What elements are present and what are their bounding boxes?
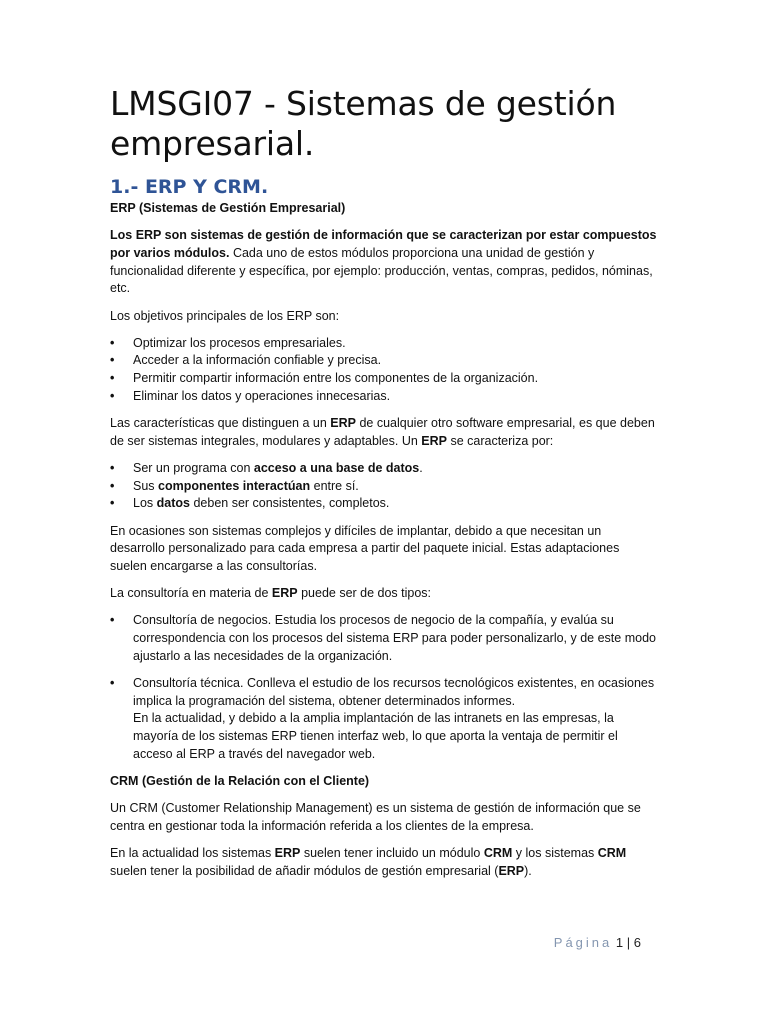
text-run: Ser un programa con (133, 460, 254, 475)
paragraph (110, 800, 658, 835)
bold-text: Los ERP son sistemas de gestión de información que se caracterizan por estar compuestos por varios módulos. (110, 228, 657, 260)
document-body (110, 227, 658, 880)
text-run: La consultoría en materia de (110, 586, 272, 601)
document-title: LMSGI07 - Sistemas de gestión empresarial. (110, 84, 617, 163)
text-run: Permitir compartir información entre los componentes de la organización. (133, 371, 539, 386)
text-run: ). (524, 863, 532, 878)
crm-subheading (110, 773, 658, 791)
bold-text: CRM (483, 846, 513, 861)
text-run: Un CRM (Customer Relationship Management) es un sistema de gestión de información que se centra en gestionar toda la información referida a los clientes de la empresa. (110, 801, 641, 833)
list-item (110, 370, 658, 388)
text-run: En la actualidad, y debido a la amplia implantación de las intranets en las empresas, la mayoría de los sistemas ERP tienen interfaz web, lo que aporta la ventaja de permitir el acceso al ERP a través del navegador web. (133, 711, 618, 761)
text-run: En la actualidad los sistemas (110, 846, 275, 861)
text-run: Las características que distinguen a un (110, 416, 331, 431)
erp-subheading: ERP (Sistemas de Gestión Empresarial) (110, 201, 346, 215)
text-run: puede ser de dos tipos: (297, 586, 432, 601)
list-item (110, 352, 658, 370)
text-run: Sus (133, 478, 159, 493)
text-run: Eliminar los datos y operaciones innecesarias. (133, 388, 391, 403)
text-run: suelen tener la posibilidad de añadir módulos de gestión empresarial ( (110, 863, 499, 878)
text-run: Los objetivos principales de los ERP son: (110, 308, 340, 323)
text-run: En ocasiones son sistemas complejos y difíciles de implantar, debido a que necesitan un desarrollo personalizado para cada empresa a partir del paquete inicial. Estas adaptaciones suelen encargarse a las consultorías. (110, 523, 620, 573)
list-item (110, 335, 658, 353)
text-run: Optimizar los procesos empresariales. (133, 335, 346, 350)
list-item (110, 495, 658, 513)
page-footer (554, 935, 641, 950)
text-run: Acceder a la información confiable y precisa. (133, 353, 382, 368)
text-run: suelen tener incluido un módulo (300, 846, 484, 861)
text-run: Cada uno de estos módulos proporciona una unidad de gestión y funcionalidad diferente y específica, por ejemplo: producción, ventas, compras, pedidos, nóminas, etc. (110, 245, 653, 296)
bold-text: ERP (271, 586, 298, 601)
paragraph (110, 585, 658, 603)
bold-text: ERP (421, 433, 447, 448)
text-run: deben ser consistentes, completos. (189, 496, 390, 511)
text-run: Los (133, 496, 157, 511)
text-run: se caracteriza por: (446, 433, 554, 448)
paragraph (110, 308, 658, 326)
paragraph (110, 523, 658, 576)
document-page (110, 84, 658, 890)
paragraph (110, 227, 658, 298)
list-item (110, 388, 658, 406)
text-run: entre sí. (310, 478, 359, 493)
bold-text: datos (156, 496, 190, 511)
text-run: . (419, 460, 423, 475)
bold-text: CRM (Gestión de la Relación con el Cliente) (110, 773, 370, 788)
bold-text: ERP (330, 416, 356, 431)
page-number: 1 (615, 935, 624, 950)
list-item (110, 460, 658, 478)
bold-text: acceso a una base de datos (253, 460, 420, 475)
page-separator: | (626, 935, 631, 950)
page-label: Página (553, 935, 613, 950)
bullet-list (110, 335, 658, 406)
bullet-list (110, 460, 658, 513)
list-item (110, 675, 658, 764)
list-item (110, 612, 658, 665)
paragraph (110, 845, 658, 880)
bold-text: ERP (274, 846, 301, 861)
page-total: 6 (633, 935, 641, 950)
bold-text: CRM (597, 846, 627, 861)
section-heading: 1.- ERP Y CRM. (110, 176, 269, 198)
paragraph (110, 415, 658, 450)
text-run: Consultoría de negocios. Estudia los procesos de negocio de la compañía, y evalúa su correspondencia con los procesos del sistema ERP para poder personalizarlo, y de este modo ajustarlo a las necesidades de la organización. (133, 613, 656, 663)
bold-text: componentes interactúan (158, 478, 311, 493)
text-run: de cualquier otro software empresarial, es que deben de ser sistemas integrales, modulares y adaptables. Un (110, 416, 655, 448)
bold-text: ERP (498, 863, 525, 878)
text-run: y los sistemas (512, 846, 598, 861)
bullet-list (110, 612, 658, 763)
text-run: Consultoría técnica. Conlleva el estudio de los recursos tecnológicos existentes, en ocasiones implica la programación del sistema, obtener determinados informes. (133, 675, 655, 708)
list-item (110, 478, 658, 496)
